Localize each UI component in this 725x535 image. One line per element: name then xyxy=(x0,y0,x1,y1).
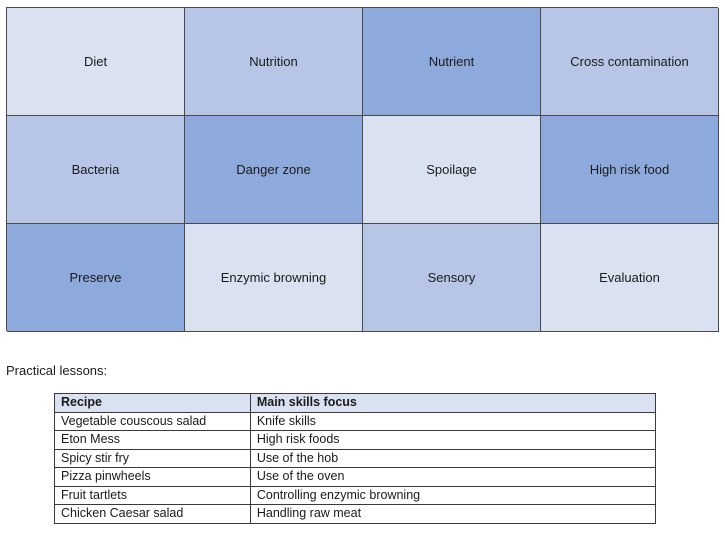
keyword-grid xyxy=(6,7,718,331)
skill-cell: Knife skills xyxy=(250,412,655,431)
keyword-cell-evaluation: Evaluation xyxy=(541,224,719,332)
keyword-cell-danger-zone: Danger zone xyxy=(185,116,363,224)
recipe-cell: Spicy stir fry xyxy=(55,449,251,468)
keyword-cell-preserve: Preserve xyxy=(7,224,185,332)
keyword-cell-diet: Diet xyxy=(7,8,185,116)
recipe-cell: Vegetable couscous salad xyxy=(55,412,251,431)
table-row xyxy=(55,468,656,487)
keyword-cell-cross-contamination: Cross contamination xyxy=(541,8,719,116)
recipe-cell: Chicken Caesar salad xyxy=(55,505,251,524)
table-row xyxy=(55,412,656,431)
table-row xyxy=(55,505,656,524)
table-row xyxy=(55,449,656,468)
keyword-cell-sensory: Sensory xyxy=(363,224,541,332)
recipe-cell: Fruit tartlets xyxy=(55,486,251,505)
keyword-cell-nutrient: Nutrient xyxy=(363,8,541,116)
skill-cell: Use of the hob xyxy=(250,449,655,468)
skill-cell: Controlling enzymic browning xyxy=(250,486,655,505)
skill-cell: High risk foods xyxy=(250,431,655,450)
column-header-recipe: Recipe xyxy=(55,394,251,413)
table-row xyxy=(55,431,656,450)
table-header-row xyxy=(55,394,656,413)
recipe-cell: Pizza pinwheels xyxy=(55,468,251,487)
keyword-cell-high-risk-food: High risk food xyxy=(541,116,719,224)
keyword-cell-spoilage: Spoilage xyxy=(363,116,541,224)
practical-lessons-heading: Practical lessons: xyxy=(6,363,108,378)
practical-lessons-table xyxy=(54,393,656,524)
recipe-cell: Eton Mess xyxy=(55,431,251,450)
keyword-cell-bacteria: Bacteria xyxy=(7,116,185,224)
keyword-cell-enzymic-browning: Enzymic browning xyxy=(185,224,363,332)
skill-cell: Use of the oven xyxy=(250,468,655,487)
column-header-skills: Main skills focus xyxy=(250,394,655,413)
skill-cell: Handling raw meat xyxy=(250,505,655,524)
table-row xyxy=(55,486,656,505)
keyword-cell-nutrition: Nutrition xyxy=(185,8,363,116)
